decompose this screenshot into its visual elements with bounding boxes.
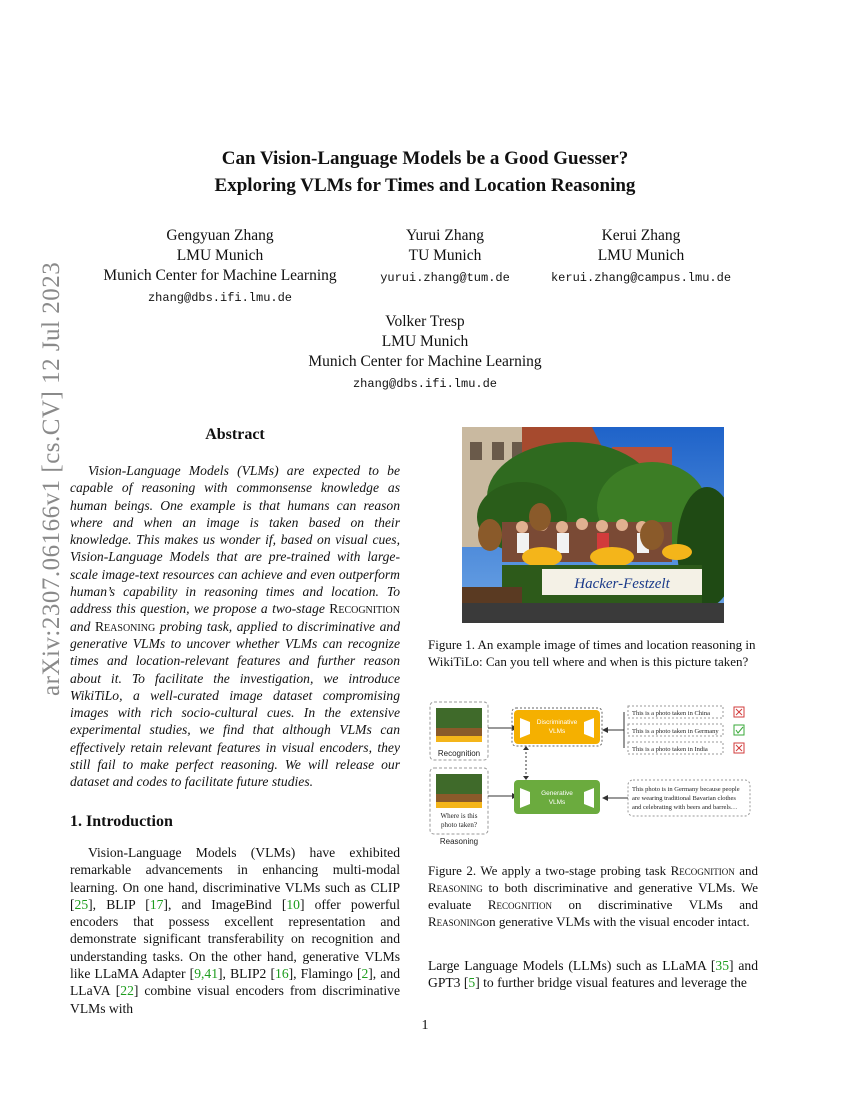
author-affiliation: LMU Munich xyxy=(176,247,264,264)
citation-link[interactable]: 9,41 xyxy=(194,966,218,982)
svg-text:photo taken?: photo taken? xyxy=(441,821,477,829)
arxiv-sidebar: arXiv:2307.06166v1 [cs.CV] 12 Jul 2023 xyxy=(38,261,65,696)
author-email[interactable]: zhang@dbs.ifi.lmu.de xyxy=(147,291,293,305)
author-affiliation: LMU Munich xyxy=(597,247,685,264)
title-line-1: Can Vision-Language Models be a Good Guesser? xyxy=(221,148,629,169)
figure-1-photo xyxy=(462,427,724,623)
paper-title xyxy=(0,145,850,199)
figure-1-caption: Figure 1. An example image of times and location reasoning in WikiTiLo: Can you tell where and when is this picture taken? xyxy=(428,637,756,669)
recognition-label: Recognition xyxy=(437,749,481,758)
citation-link[interactable]: 2 xyxy=(361,966,369,982)
author-affiliation: TU Munich xyxy=(408,247,482,264)
citation-link[interactable]: 22 xyxy=(120,983,134,999)
author-block xyxy=(530,226,752,288)
author-affiliation: LMU Munich xyxy=(381,333,469,350)
answer-text: This photo is in Germany because people xyxy=(632,786,740,793)
citation-link[interactable]: 17 xyxy=(149,896,164,912)
abstract-text: Vision-Language Models (VLMs) are expected to be capable of reasoning with commonsense knowledge as human beings. One example is that humans can reason where and when an image is taken based on their knowledge. This makes us wonder if, based on visual cues, Vision-Language Models that are pre-trained with large-scale image-text resources can achieve and even outperform human’s capability in reasoning times and location. To address this question, we propose a two-stage Recognition and Reasoning probing task, applied to discriminative and generative VLMs to uncover whether VLMs can recognize times and location-relevant features and further reason about it. To facilitate the investigation, we introduce WikiTiLo, a well-curated image dataset compromising images with rich socio-cultural cues. In the extensive experimental studies, we find that although VLMs can effectively retain relevant features in visual encoders, they still fail to make perfect reasoning. We will release our dataset and codes to facilitate future studies. xyxy=(70,463,401,790)
svg-text:VLMs: VLMs xyxy=(548,799,566,806)
author-email[interactable]: kerui.zhang@campus.lmu.de xyxy=(550,271,732,285)
page-number: 1 xyxy=(421,1018,429,1033)
reasoning-label: Reasoning xyxy=(439,837,479,846)
option-text: This is a photo taken in Germany xyxy=(632,728,719,735)
author-name: Kerui Zhang xyxy=(601,227,681,244)
citation-link[interactable]: 16 xyxy=(275,966,289,982)
svg-text:and celebrating with beers and: and celebrating with beers and barrels… xyxy=(632,804,738,811)
author-name: Gengyuan Zhang xyxy=(166,227,274,244)
right-column-text: Large Language Models (LLMs) such as LLaMA [35] and GPT3 [5] to further bridge visual features and leverage the xyxy=(428,958,758,991)
author-affiliation: Munich Center for Machine Learning xyxy=(308,353,542,370)
option-text: This is a photo taken in India xyxy=(632,746,708,753)
citation-link[interactable]: 25 xyxy=(74,896,89,912)
svg-text:Generative: Generative xyxy=(541,790,573,797)
question-text: Where is this xyxy=(440,812,478,820)
title-line-2: Exploring VLMs for Times and Location Reasoning xyxy=(214,175,636,196)
figure-2-caption: Figure 2. We apply a two-stage probing task Recognition and Reasoning to both discriminative and generative VLMs. We evaluate Recognition on discriminative VLMs and Reasoningon generative VLMs with the visual encoder intact. xyxy=(428,863,758,929)
author-block xyxy=(70,226,370,308)
citation-link[interactable]: 35 xyxy=(715,958,729,973)
option-text: This is a photo taken in China xyxy=(632,710,710,717)
citation-link[interactable]: 5 xyxy=(468,975,476,991)
author-email[interactable]: zhang@dbs.ifi.lmu.de xyxy=(352,377,498,391)
author-affiliation: Munich Center for Machine Learning xyxy=(103,267,337,284)
banner-text: Hacker-Festzelt xyxy=(574,576,670,592)
section-heading-introduction: 1. Introduction xyxy=(70,813,173,830)
figure-2-diagram xyxy=(428,700,758,852)
svg-text:are wearing traditional Bavari: are wearing traditional Bavarian clothes xyxy=(632,795,736,802)
svg-text:VLMs: VLMs xyxy=(548,728,566,735)
abstract-heading: Abstract xyxy=(205,426,265,443)
author-email[interactable]: yurui.zhang@tum.de xyxy=(380,271,510,285)
citation-link[interactable]: 10 xyxy=(286,896,300,912)
author-block xyxy=(250,312,600,394)
author-block xyxy=(370,226,520,288)
svg-text:Discriminative: Discriminative xyxy=(536,719,578,726)
author-name: Yurui Zhang xyxy=(406,227,484,244)
author-name: Volker Tresp xyxy=(385,313,465,330)
introduction-text: Vision-Language Models (VLMs) have exhibited remarkable advancements in enhancing multi-modal learning. On one hand, discriminative VLMs such as CLIP [25], BLIP [17], and ImageBind [10] offer powerful encoders that possess excellent representation and demonstrate significant transferability on recognition and understanding tasks. On the other hand, generative VLMs like LLaMA Adapter [9,41], BLIP2 [16], Flamingo [2], and LLaVA [22] combine visual encoders from discriminative VLMs with xyxy=(70,845,400,1016)
